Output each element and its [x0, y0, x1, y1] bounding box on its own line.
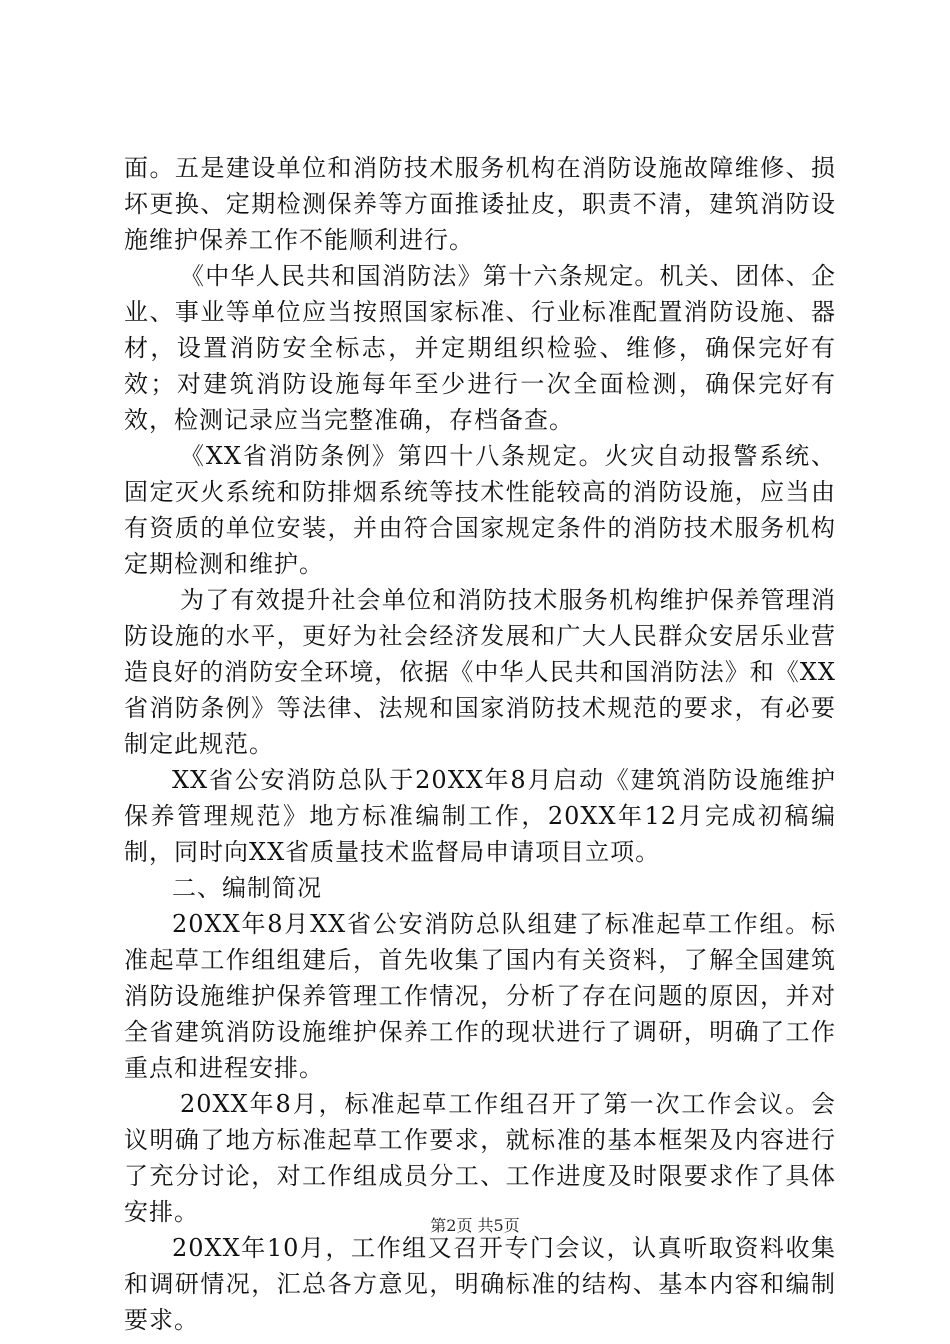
paragraph-8: 20XX年10月，工作组又召开专门会议，认真听取资料收集和调研情况，汇总各方意见，明确标准的结构、基本内容和编制要求。 [124, 1234, 836, 1334]
paragraph-4: 为了有效提升社会单位和消防技术服务机构维护保养管理消防设施的水平，更好为社会经济发展和广大人民群众安居乐业营造良好的消防安全环境，依据《中华人民共和国消防法》和《XX省消防条例》等法律、法规和国家消防技术规范的要求，有必要制定此规范。 [124, 586, 836, 758]
section-heading: 二、编制简况 [172, 874, 322, 902]
paragraph-6: 20XX年8月XX省公安消防总队组建了标准起草工作组。标准起草工作组组建后，首先收集了国内有关资料，了解全国建筑消防设施维护保养管理工作情况，分析了存在问题的原因，并对全省建筑消防设施维护保养工作的现状进行了调研，明确了工作重点和进程安排。 [124, 910, 836, 1082]
paragraph-7: 20XX年8月，标准起草工作组召开了第一次工作会议。会议明确了地方标准起草工作要求，就标准的基本框架及内容进行了充分讨论，对工作组成员分工、工作进度及时限要求作了具体安排。 [124, 1090, 836, 1226]
paragraph-1: 面。五是建设单位和消防技术服务机构在消防设施故障维修、损坏更换、定期检测保养等方面推诿扯皮，职责不清，建筑消防设施维护保养工作不能顺利进行。 [124, 154, 836, 254]
paragraph-3: 《XX省消防条例》第四十八条规定。火灾自动报警系统、固定灭火系统和防排烟系统等技术性能较高的消防设施，应当由有资质的单位安装，并由符合国家规定条件的消防技术服务机构定期检测和维护。 [124, 442, 836, 578]
paragraph-5: XX省公安消防总队于20XX年8月启动《建筑消防设施维护保养管理规范》地方标准编制工作，20XX年12月完成初稿编制，同时向XX省质量技术监督局申请项目立项。 [124, 766, 836, 866]
paragraph-2: 《中华人民共和国消防法》第十六条规定。机关、团体、企业、事业等单位应当按照国家标准、行业标准配置消防设施、器材，设置消防安全标志，并定期组织检验、维修，确保完好有效；对建筑消防设施每年至少进行一次全面检测，确保完好有效，检测记录应当完整准确，存档备查。 [124, 262, 836, 434]
page-number-footer: 第2页 共5页 [430, 1216, 520, 1235]
document-body [124, 150, 836, 1338]
